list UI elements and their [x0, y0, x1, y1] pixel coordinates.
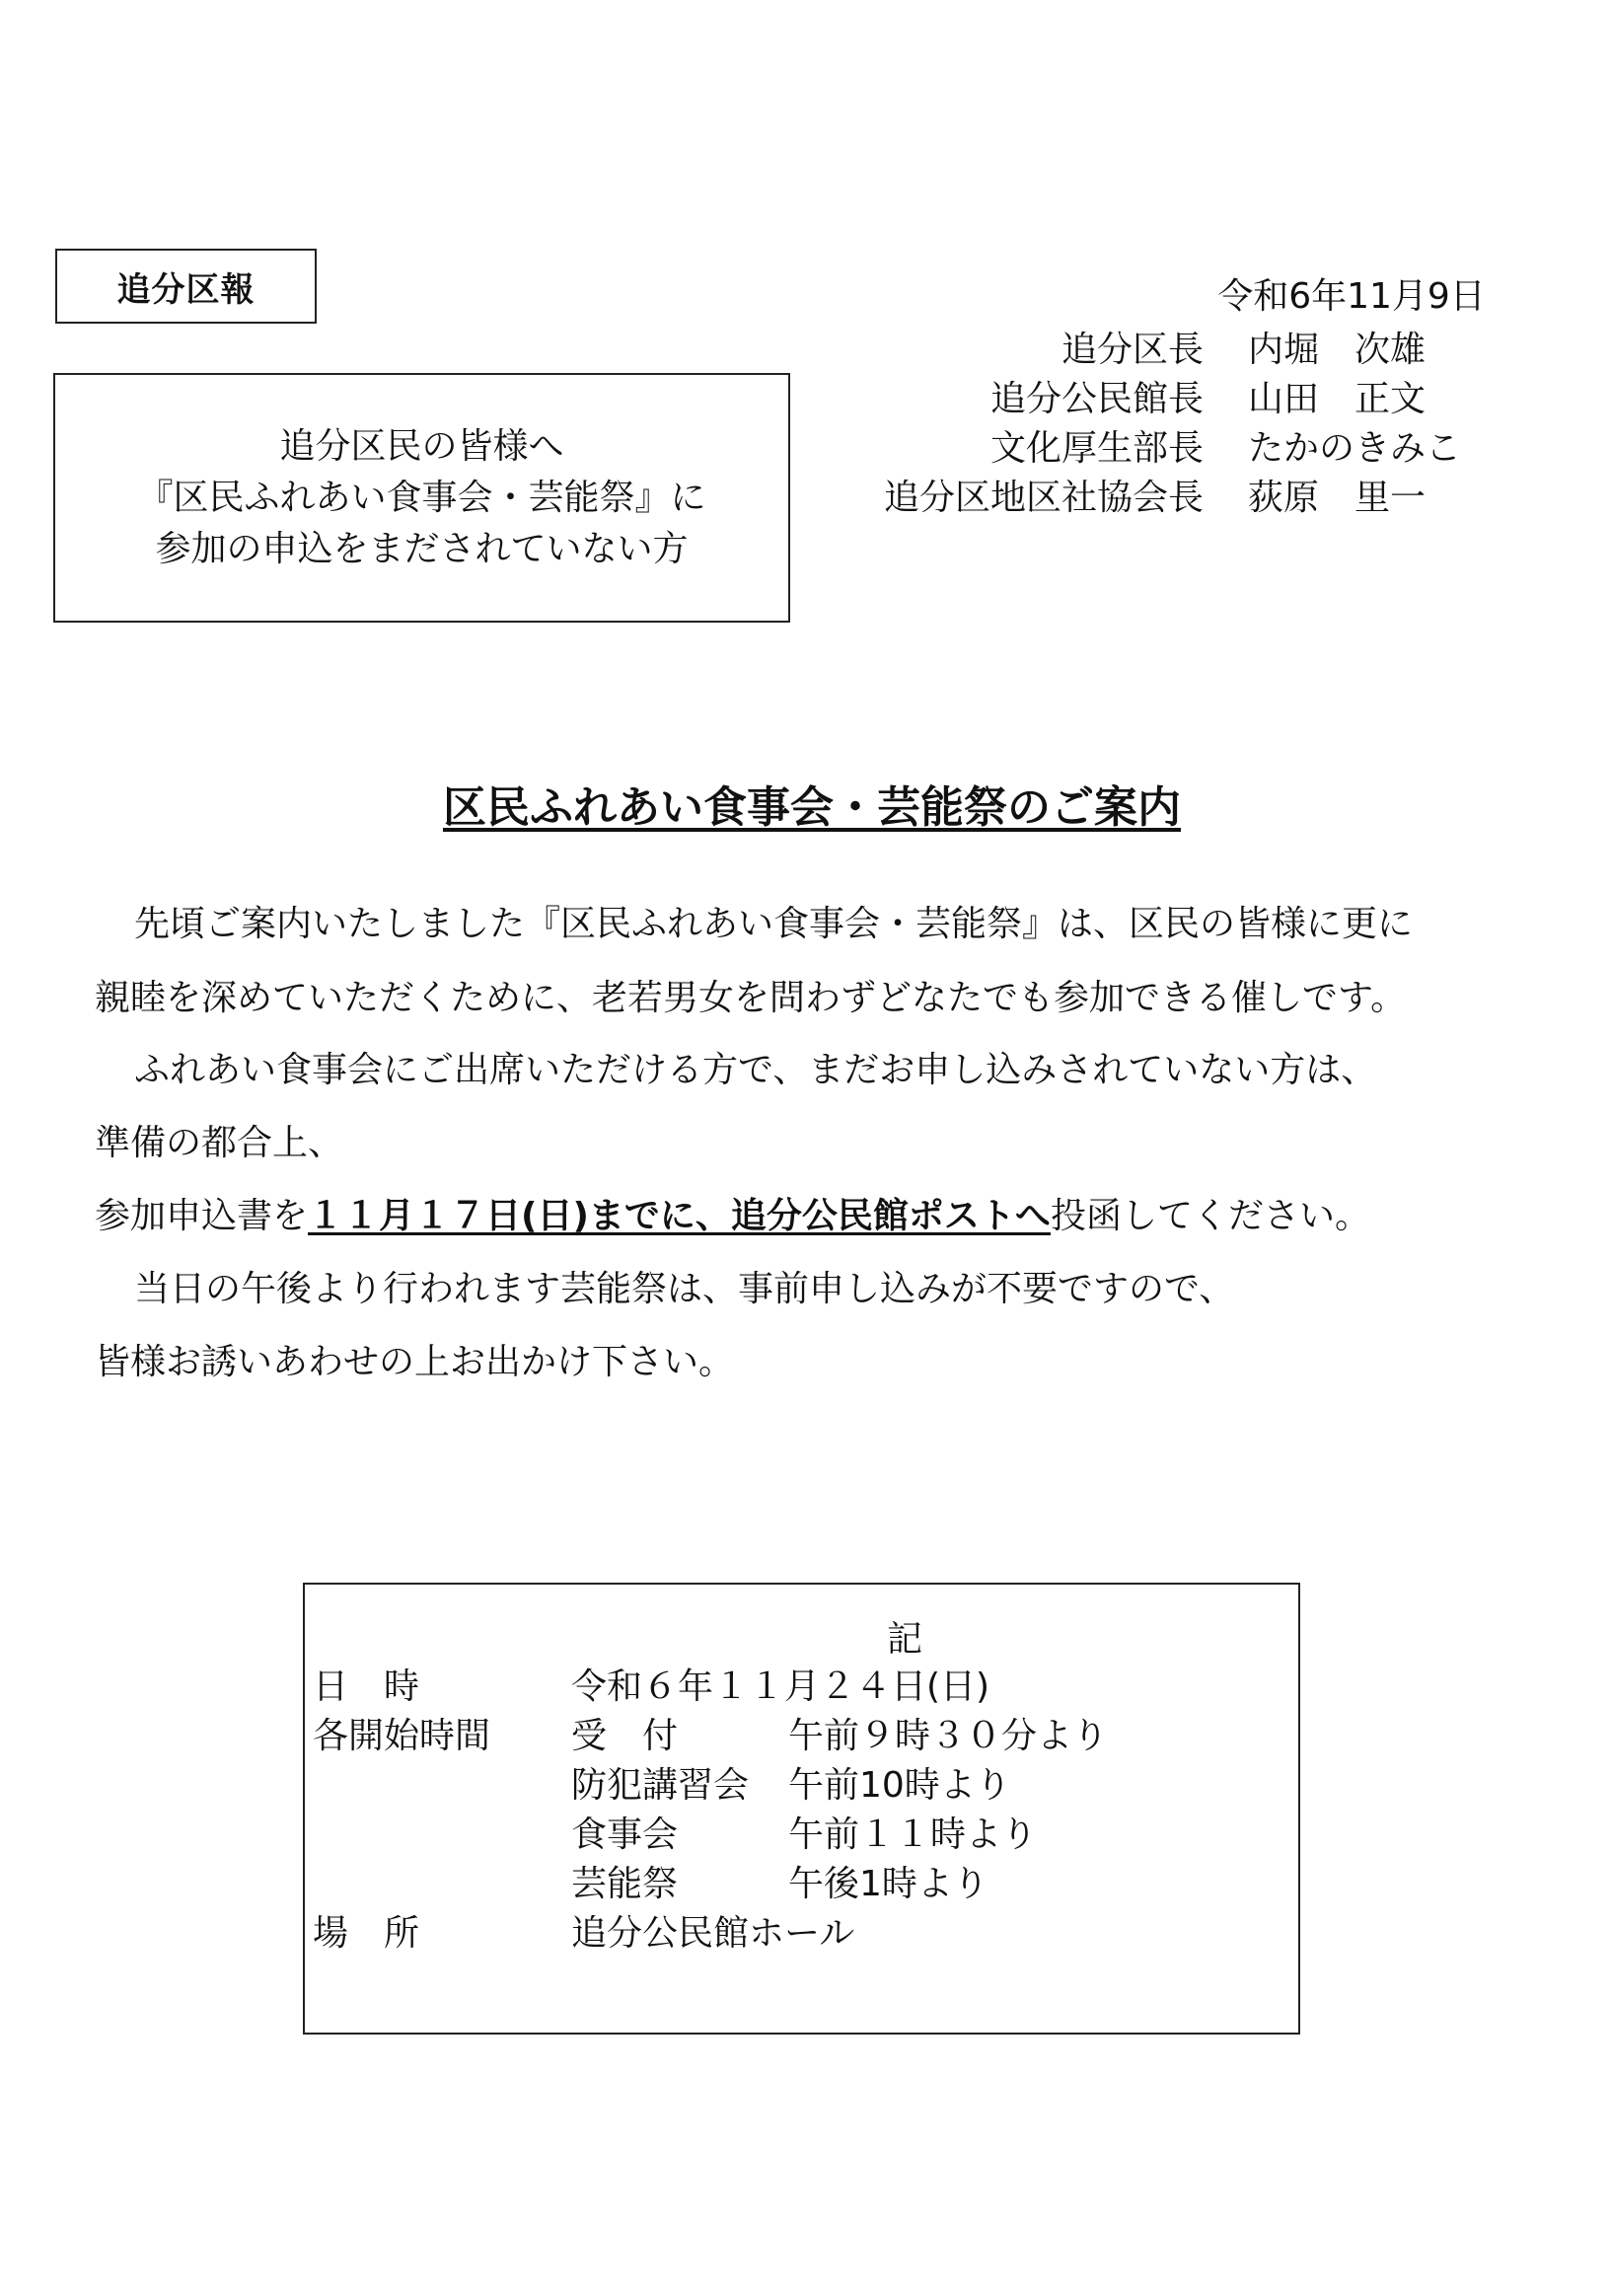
body-paragraph-line: 準備の都合上、	[95, 1123, 344, 1163]
schedule-item: 芸能祭	[571, 1864, 679, 1904]
deadline-emphasis: １１月１７日(日)までに、追分公民館ポストへ	[308, 1196, 1051, 1236]
schedule-item: 受 付	[571, 1716, 679, 1756]
times-label: 各開始時間	[313, 1716, 491, 1756]
body-paragraph-line: ふれあい食事会にご出席いただける方で、まだお申し込みされていない方は、	[134, 1050, 1377, 1090]
official-name: 内堀 次雄	[1248, 330, 1427, 370]
schedule-time: 午後1時より	[788, 1864, 988, 1904]
issue-date: 令和6年11月9日	[1217, 276, 1486, 317]
details-heading: 記	[887, 1619, 923, 1660]
schedule-item: 食事会	[571, 1815, 679, 1855]
recipient-line: 『区民ふれあい食事会・芸能祭』に	[137, 477, 706, 518]
schedule-item: 防犯講習会	[571, 1765, 750, 1806]
date-label: 日 時	[313, 1666, 420, 1707]
official-name: 荻原 里一	[1248, 478, 1427, 518]
place-label: 場 所	[313, 1913, 420, 1954]
official-name: たかのきみこ	[1248, 428, 1462, 469]
date-value: 令和６年１１月２４日(日)	[571, 1666, 990, 1707]
official-name: 山田 正文	[1248, 379, 1427, 419]
official-role: 追分区長	[1061, 330, 1204, 370]
bulletin-tag	[55, 249, 317, 324]
official-row	[888, 424, 1578, 474]
schedule-time: 午前９時３０分より	[788, 1716, 1109, 1756]
document-title: 区民ふれあい食事会・芸能祭のご案内	[443, 782, 1181, 833]
body-paragraph-line: 皆様お誘いあわせの上お出かけ下さい。	[95, 1342, 735, 1382]
bulletin-tag-text: 追分区報	[116, 269, 256, 310]
place-value: 追分公民館ホール	[571, 1913, 855, 1954]
official-row	[888, 375, 1578, 424]
recipient-line: 追分区民の皆様へ	[279, 425, 564, 467]
official-role: 追分公民館長	[989, 379, 1204, 419]
deadline-suffix: 投函してください。	[1050, 1196, 1370, 1236]
schedule-time: 午前１１時より	[788, 1815, 1038, 1855]
body-paragraph-line: 親睦を深めていただくために、老若男女を問わずどなたでも参加できる催しです。	[95, 978, 1407, 1018]
deadline-line	[95, 1192, 1370, 1241]
body-paragraph-line: 当日の午後より行われます芸能祭は、事前申し込みが不要ですので、	[134, 1269, 1235, 1309]
official-row	[883, 474, 1578, 523]
event-details-box	[303, 1583, 1300, 2035]
official-row	[888, 326, 1578, 375]
official-role: 文化厚生部長	[989, 428, 1204, 469]
body-paragraph-line: 先頃ご案内いたしました『区民ふれあい食事会・芸能祭』は、区民の皆様に更に	[134, 904, 1414, 944]
recipient-line: 参加の申込をまだされていない方	[155, 528, 689, 569]
official-role: 追分区地区社協会長	[883, 478, 1204, 518]
deadline-prefix: 参加申込書を	[95, 1196, 309, 1236]
schedule-time: 午前10時より	[788, 1765, 1011, 1806]
recipient-box	[53, 373, 790, 623]
